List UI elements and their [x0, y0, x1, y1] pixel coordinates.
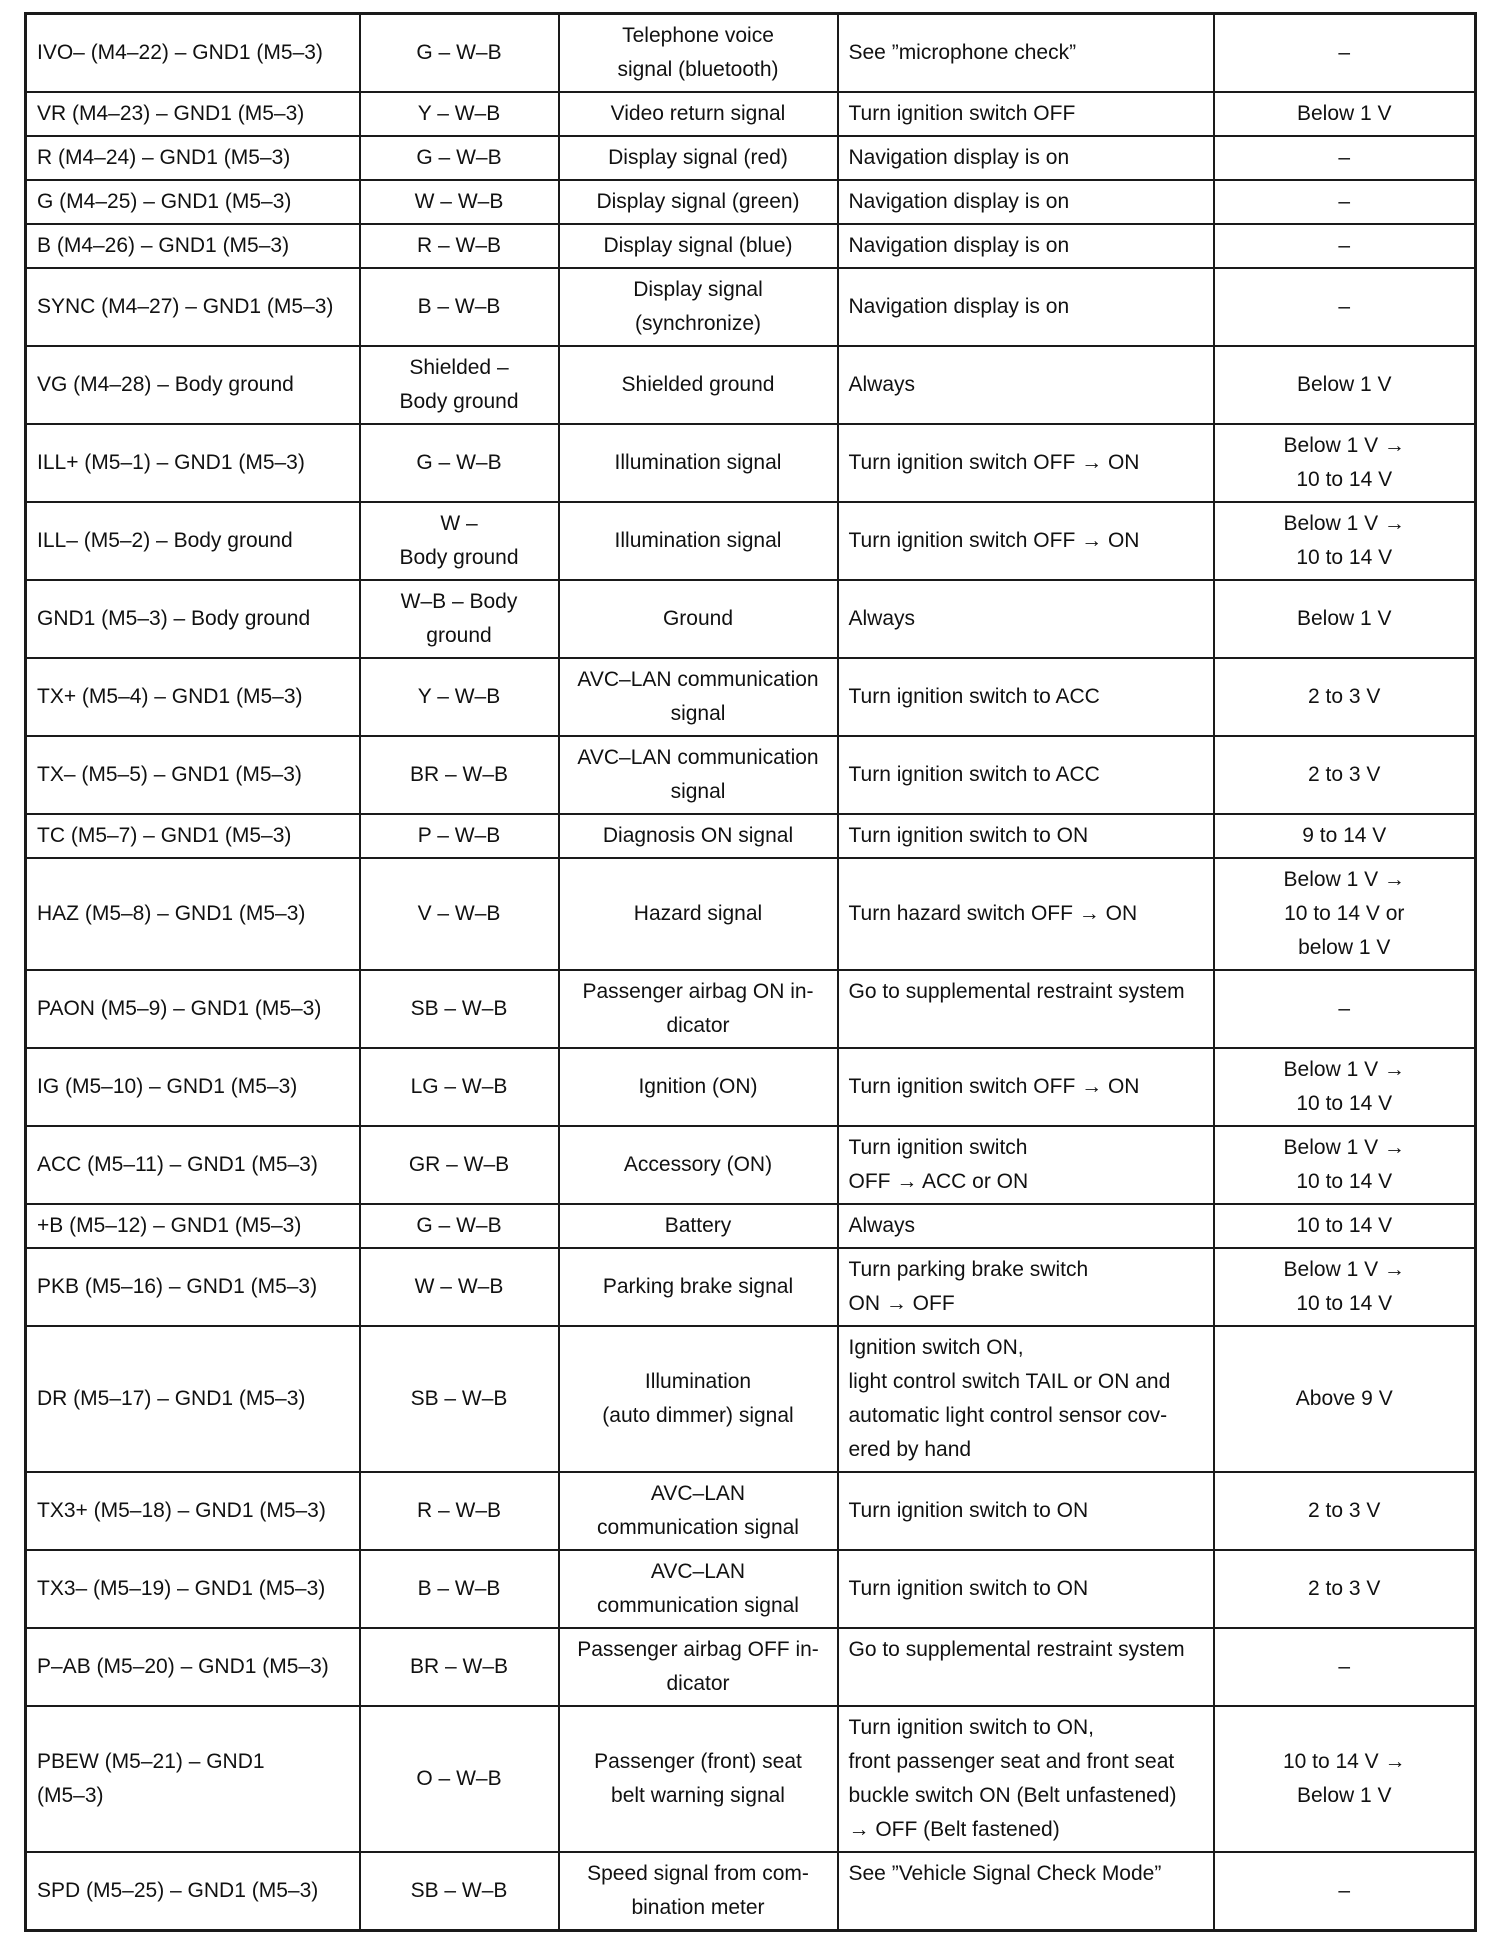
- wiring-color-cell-text: W – W–B: [414, 1275, 504, 1298]
- table-row: [26, 1126, 1476, 1204]
- specified-condition-cell: [1214, 1048, 1476, 1126]
- table-row: [26, 1248, 1476, 1326]
- wiring-color-cell-text: G – W–B: [416, 451, 502, 474]
- description-cell: [559, 1248, 838, 1326]
- terminal-cell-text: PBEW (M5–21) – GND1 (M5–3): [37, 1750, 265, 1807]
- specified-condition-cell: [1214, 180, 1476, 224]
- specified-condition-cell: [1214, 1628, 1476, 1706]
- wiring-color-cell: [360, 736, 559, 814]
- specified-condition-cell: [1214, 1852, 1476, 1931]
- description-cell: [559, 224, 838, 268]
- wiring-color-cell-text: G – W–B: [416, 1214, 502, 1237]
- terminal-cell-text: SPD (M5–25) – GND1 (M5–3): [37, 1879, 319, 1902]
- terminal-cell-text: VR (M4–23) – GND1 (M5–3): [37, 102, 305, 125]
- wiring-color-cell: [360, 268, 559, 346]
- wiring-color-cell: [360, 14, 559, 93]
- wiring-color-cell-text: B – W–B: [417, 1577, 501, 1600]
- terminal-cell-text: B (M4–26) – GND1 (M5–3): [37, 234, 290, 257]
- description-cell-text: Ground: [662, 607, 734, 630]
- terminal-cell-text: R (M4–24) – GND1 (M5–3): [37, 146, 291, 169]
- condition-cell: [838, 136, 1214, 180]
- table-row: [26, 268, 1476, 346]
- condition-cell-text: Turn ignition switch to ON: [848, 824, 1089, 847]
- specified-condition-cell: [1214, 858, 1476, 970]
- wiring-color-cell: [360, 136, 559, 180]
- terminal-cell: [26, 224, 360, 268]
- specified-condition-cell-text: 9 to 14 V: [1302, 824, 1387, 847]
- description-cell-text: Illumination signal: [614, 529, 782, 552]
- wiring-color-cell: [360, 1852, 559, 1931]
- specified-condition-cell: [1214, 970, 1476, 1048]
- condition-cell-text: Turn ignition switch OFF: [848, 102, 1076, 125]
- specified-condition-cell-text: Below 1 V → 10 to 14 V: [1283, 1258, 1405, 1315]
- wiring-color-cell: [360, 1706, 559, 1852]
- wiring-color-cell: [360, 92, 559, 136]
- table-row: [26, 970, 1476, 1048]
- terminal-cell: [26, 136, 360, 180]
- condition-cell: [838, 1326, 1214, 1472]
- wiring-color-cell-text: R – W–B: [416, 1499, 502, 1522]
- description-cell-text: Hazard signal: [633, 902, 763, 925]
- condition-cell-text: Navigation display is on: [848, 146, 1070, 169]
- terminal-cell: [26, 1550, 360, 1628]
- table-row: [26, 180, 1476, 224]
- wiring-color-cell: [360, 1204, 559, 1248]
- terminal-cell: [26, 180, 360, 224]
- specified-condition-cell: [1214, 92, 1476, 136]
- description-cell-text: Display signal (synchronize): [633, 278, 763, 335]
- specified-condition-cell: [1214, 1204, 1476, 1248]
- table-row: [26, 1204, 1476, 1248]
- description-cell-text: Speed signal from com- bination meter: [587, 1862, 809, 1919]
- condition-cell: [838, 814, 1214, 858]
- wiring-color-cell-text: Y – W–B: [417, 102, 501, 125]
- terminal-cell-text: TX+ (M5–4) – GND1 (M5–3): [37, 685, 303, 708]
- table-row: [26, 658, 1476, 736]
- condition-cell-text: Turn parking brake switch ON → OFF: [848, 1258, 1089, 1315]
- description-cell: [559, 1204, 838, 1248]
- wiring-color-cell-text: Shielded – Body ground: [399, 356, 519, 413]
- specified-condition-cell: [1214, 814, 1476, 858]
- description-cell: [559, 1550, 838, 1628]
- description-cell-text: Passenger airbag ON in- dicator: [582, 980, 814, 1037]
- condition-cell-text: Navigation display is on: [848, 190, 1070, 213]
- wiring-color-cell-text: P – W–B: [417, 824, 501, 847]
- wiring-color-cell-text: W – W–B: [414, 190, 504, 213]
- condition-cell-text: Turn ignition switch to ACC: [848, 763, 1100, 786]
- terminal-cell-text: G (M4–25) – GND1 (M5–3): [37, 190, 292, 213]
- description-cell-text: Shielded ground: [621, 373, 775, 396]
- table-row: [26, 814, 1476, 858]
- description-cell: [559, 136, 838, 180]
- wiring-color-cell-text: LG – W–B: [410, 1075, 508, 1098]
- wiring-color-cell-text: O – W–B: [416, 1767, 502, 1790]
- description-cell-text: Accessory (ON): [623, 1153, 773, 1176]
- terminal-cell: [26, 814, 360, 858]
- terminal-cell: [26, 970, 360, 1048]
- description-cell: [559, 502, 838, 580]
- specified-condition-cell: [1214, 658, 1476, 736]
- terminal-cell: [26, 580, 360, 658]
- wiring-color-cell: [360, 224, 559, 268]
- condition-cell-text: Navigation display is on: [848, 234, 1070, 257]
- condition-cell: [838, 180, 1214, 224]
- condition-cell: [838, 1204, 1214, 1248]
- wiring-color-cell: [360, 1472, 559, 1550]
- condition-cell: [838, 658, 1214, 736]
- condition-cell-text: Turn ignition switch to ON: [848, 1499, 1089, 1522]
- condition-cell: [838, 224, 1214, 268]
- wiring-color-cell-text: W–B – Body ground: [400, 590, 518, 647]
- specified-condition-cell-text: 2 to 3 V: [1308, 1577, 1381, 1600]
- description-cell: [559, 1472, 838, 1550]
- condition-cell-text: Turn hazard switch OFF → ON: [848, 902, 1138, 925]
- terminal-cell-text: IG (M5–10) – GND1 (M5–3): [37, 1075, 298, 1098]
- wiring-color-cell-text: Y – W–B: [417, 685, 501, 708]
- table-body: [26, 14, 1476, 1931]
- condition-cell-text: Turn ignition switch to ON: [848, 1577, 1089, 1600]
- condition-cell-text: Navigation display is on: [848, 295, 1070, 318]
- specified-condition-cell: [1214, 14, 1476, 93]
- description-cell: [559, 1852, 838, 1931]
- condition-cell-text: Go to supplemental restraint system: [848, 980, 1185, 1003]
- wiring-color-cell-text: BR – W–B: [409, 1655, 509, 1678]
- description-cell: [559, 424, 838, 502]
- condition-cell-text: Ignition switch ON, light control switch TAIL or ON and automatic light control sensor cov- ered by hand: [848, 1336, 1171, 1461]
- wiring-color-cell: [360, 1248, 559, 1326]
- specified-condition-cell-text: –: [1338, 190, 1351, 213]
- condition-cell-text: See ”Vehicle Signal Check Mode”: [848, 1862, 1162, 1885]
- condition-cell: [838, 1706, 1214, 1852]
- condition-cell: [838, 1550, 1214, 1628]
- wiring-color-cell-text: SB – W–B: [410, 997, 508, 1020]
- wiring-color-cell-text: BR – W–B: [409, 763, 509, 786]
- wiring-color-cell-text: V – W–B: [417, 902, 501, 925]
- terminal-cell: [26, 658, 360, 736]
- description-cell-text: Ignition (ON): [638, 1075, 758, 1098]
- description-cell: [559, 268, 838, 346]
- table-row: [26, 736, 1476, 814]
- description-cell: [559, 92, 838, 136]
- description-cell-text: Illumination signal: [614, 451, 782, 474]
- specified-condition-cell: [1214, 736, 1476, 814]
- description-cell: [559, 1628, 838, 1706]
- specified-condition-cell-text: –: [1338, 1655, 1351, 1678]
- terminal-cell-text: PKB (M5–16) – GND1 (M5–3): [37, 1275, 318, 1298]
- table-row: [26, 92, 1476, 136]
- table-row: [26, 580, 1476, 658]
- description-cell: [559, 858, 838, 970]
- specified-condition-cell-text: Below 1 V: [1296, 102, 1392, 125]
- condition-cell-text: Turn ignition switch OFF → ACC or ON: [848, 1136, 1029, 1193]
- condition-cell: [838, 1248, 1214, 1326]
- table-row: [26, 14, 1476, 93]
- specified-condition-cell: [1214, 1326, 1476, 1472]
- condition-cell-text: Turn ignition switch to ON, front passenger seat and front seat buckle switch ON (Belt unfastened) → OFF (Belt fastened): [848, 1716, 1177, 1841]
- table-row: [26, 858, 1476, 970]
- terminal-cell-text: TC (M5–7) – GND1 (M5–3): [37, 824, 292, 847]
- wiring-color-cell: [360, 858, 559, 970]
- description-cell: [559, 346, 838, 424]
- terminal-cell: [26, 268, 360, 346]
- table-row: [26, 1550, 1476, 1628]
- specified-condition-cell-text: Below 1 V → 10 to 14 V: [1283, 1058, 1405, 1115]
- condition-cell: [838, 346, 1214, 424]
- condition-cell-text: Turn ignition switch OFF → ON: [848, 451, 1140, 474]
- condition-cell-text: Always: [848, 373, 916, 396]
- description-cell: [559, 1048, 838, 1126]
- terminal-cell: [26, 1048, 360, 1126]
- description-cell-text: AVC–LAN communication signal: [597, 1482, 799, 1539]
- wiring-color-cell: [360, 424, 559, 502]
- specified-condition-cell-text: 2 to 3 V: [1308, 685, 1381, 708]
- specified-condition-cell-text: Below 1 V → 10 to 14 V: [1283, 434, 1405, 491]
- terminal-cell-text: ACC (M5–11) – GND1 (M5–3): [37, 1153, 318, 1176]
- wiring-color-cell: [360, 1628, 559, 1706]
- specified-condition-cell-text: –: [1338, 997, 1351, 1020]
- condition-cell: [838, 268, 1214, 346]
- wiring-color-cell-text: GR – W–B: [408, 1153, 510, 1176]
- specified-condition-cell: [1214, 502, 1476, 580]
- description-cell-text: Parking brake signal: [602, 1275, 794, 1298]
- condition-cell: [838, 1126, 1214, 1204]
- wiring-color-cell: [360, 346, 559, 424]
- condition-cell: [838, 92, 1214, 136]
- wiring-color-cell: [360, 1126, 559, 1204]
- description-cell-text: Display signal (blue): [603, 234, 793, 257]
- specified-condition-cell-text: Below 1 V: [1296, 373, 1392, 396]
- terminal-cell: [26, 1706, 360, 1852]
- specified-condition-cell: [1214, 224, 1476, 268]
- specified-condition-cell-text: Below 1 V → 10 to 14 V: [1283, 1136, 1405, 1193]
- terminal-cell: [26, 1126, 360, 1204]
- terminal-cell-text: ILL– (M5–2) – Body ground: [37, 529, 293, 552]
- terminal-cell-text: TX3+ (M5–18) – GND1 (M5–3): [37, 1499, 326, 1522]
- condition-cell-text: Turn ignition switch OFF → ON: [848, 1075, 1140, 1098]
- terminal-cell-text: +B (M5–12) – GND1 (M5–3): [37, 1214, 302, 1237]
- specified-condition-cell-text: Below 1 V → 10 to 14 V or below 1 V: [1283, 868, 1405, 959]
- specified-condition-cell: [1214, 1248, 1476, 1326]
- wiring-color-cell: [360, 814, 559, 858]
- specified-condition-cell-text: Below 1 V → 10 to 14 V: [1283, 512, 1405, 569]
- terminal-cell: [26, 424, 360, 502]
- condition-cell: [838, 1852, 1214, 1931]
- wiring-color-cell-text: G – W–B: [416, 146, 502, 169]
- terminal-cell-text: TX3– (M5–19) – GND1 (M5–3): [37, 1577, 326, 1600]
- terminal-cell: [26, 1852, 360, 1931]
- description-cell: [559, 1126, 838, 1204]
- specified-condition-cell-text: 10 to 14 V → Below 1 V: [1282, 1750, 1406, 1807]
- description-cell-text: Battery: [664, 1214, 732, 1237]
- description-cell: [559, 580, 838, 658]
- condition-cell-text: Turn ignition switch OFF → ON: [848, 529, 1140, 552]
- description-cell-text: Video return signal: [610, 102, 786, 125]
- condition-cell: [838, 502, 1214, 580]
- wiring-color-cell-text: W – Body ground: [399, 512, 519, 569]
- specified-condition-cell-text: 2 to 3 V: [1308, 1499, 1381, 1522]
- wiring-color-cell: [360, 970, 559, 1048]
- wiring-color-cell: [360, 180, 559, 224]
- specified-condition-cell-text: 2 to 3 V: [1308, 763, 1381, 786]
- table-row: [26, 224, 1476, 268]
- wiring-color-cell-text: R – W–B: [416, 234, 502, 257]
- specified-condition-cell: [1214, 136, 1476, 180]
- description-cell: [559, 658, 838, 736]
- description-cell-text: AVC–LAN communication signal: [577, 746, 819, 803]
- table-row: [26, 346, 1476, 424]
- terminal-cell-text: HAZ (M5–8) – GND1 (M5–3): [37, 902, 306, 925]
- table-row: [26, 424, 1476, 502]
- wiring-color-cell: [360, 1326, 559, 1472]
- specified-condition-cell: [1214, 1472, 1476, 1550]
- description-cell: [559, 14, 838, 93]
- description-cell-text: Display signal (red): [608, 146, 788, 169]
- table-row: [26, 136, 1476, 180]
- description-cell: [559, 970, 838, 1048]
- wiring-color-cell-text: SB – W–B: [410, 1879, 508, 1902]
- wiring-color-cell-text: G – W–B: [416, 41, 502, 64]
- condition-cell: [838, 1628, 1214, 1706]
- terminal-voltage-table: [24, 12, 1477, 1932]
- description-cell-text: Display signal (green): [596, 190, 800, 213]
- table-row: [26, 1326, 1476, 1472]
- condition-cell: [838, 424, 1214, 502]
- specified-condition-cell-text: –: [1338, 41, 1351, 64]
- table-row: [26, 1852, 1476, 1931]
- description-cell-text: AVC–LAN communication signal: [577, 668, 819, 725]
- specified-condition-cell-text: –: [1338, 146, 1351, 169]
- condition-cell-text: Always: [848, 607, 916, 630]
- condition-cell-text: Turn ignition switch to ACC: [848, 685, 1100, 708]
- specified-condition-cell: [1214, 268, 1476, 346]
- terminal-cell: [26, 502, 360, 580]
- terminal-cell-text: ILL+ (M5–1) – GND1 (M5–3): [37, 451, 305, 474]
- specified-condition-cell: [1214, 424, 1476, 502]
- terminal-cell: [26, 14, 360, 93]
- condition-cell: [838, 736, 1214, 814]
- specified-condition-cell-text: Above 9 V: [1295, 1387, 1393, 1410]
- terminal-cell-text: PAON (M5–9) – GND1 (M5–3): [37, 997, 322, 1020]
- terminal-cell: [26, 1248, 360, 1326]
- specified-condition-cell: [1214, 1706, 1476, 1852]
- terminal-cell-text: TX– (M5–5) – GND1 (M5–3): [37, 763, 302, 786]
- condition-cell-text: Go to supplemental restraint system: [848, 1638, 1185, 1661]
- condition-cell: [838, 14, 1214, 93]
- terminal-cell: [26, 736, 360, 814]
- condition-cell: [838, 970, 1214, 1048]
- terminal-cell: [26, 1204, 360, 1248]
- description-cell: [559, 736, 838, 814]
- wiring-color-cell: [360, 502, 559, 580]
- wiring-color-cell-text: SB – W–B: [410, 1387, 508, 1410]
- wiring-color-cell-text: B – W–B: [417, 295, 501, 318]
- wiring-color-cell: [360, 1550, 559, 1628]
- table-row: [26, 502, 1476, 580]
- description-cell-text: Telephone voice signal (bluetooth): [617, 24, 779, 81]
- table-row: [26, 1048, 1476, 1126]
- description-cell-text: AVC–LAN communication signal: [597, 1560, 799, 1617]
- terminal-cell-text: P–AB (M5–20) – GND1 (M5–3): [37, 1655, 329, 1678]
- terminal-cell-text: SYNC (M4–27) – GND1 (M5–3): [37, 295, 334, 318]
- terminal-cell: [26, 346, 360, 424]
- terminal-cell-text: GND1 (M5–3) – Body ground: [37, 607, 311, 630]
- condition-cell: [838, 580, 1214, 658]
- specified-condition-cell-text: –: [1338, 234, 1351, 257]
- condition-cell: [838, 858, 1214, 970]
- wiring-color-cell: [360, 1048, 559, 1126]
- description-cell: [559, 1326, 838, 1472]
- specified-condition-cell-text: –: [1338, 1879, 1351, 1902]
- description-cell-text: Diagnosis ON signal: [602, 824, 794, 847]
- specified-condition-cell-text: Below 1 V: [1296, 607, 1392, 630]
- condition-cell-text: See ”microphone check”: [848, 41, 1077, 64]
- terminal-cell: [26, 1326, 360, 1472]
- condition-cell: [838, 1048, 1214, 1126]
- specified-condition-cell-text: 10 to 14 V: [1296, 1214, 1393, 1237]
- specified-condition-cell: [1214, 346, 1476, 424]
- description-cell: [559, 180, 838, 224]
- description-cell-text: Illumination (auto dimmer) signal: [602, 1370, 794, 1427]
- specified-condition-cell: [1214, 580, 1476, 658]
- description-cell: [559, 814, 838, 858]
- table-row: [26, 1628, 1476, 1706]
- wiring-color-cell: [360, 580, 559, 658]
- terminal-cell-text: IVO– (M4–22) – GND1 (M5–3): [37, 41, 323, 64]
- specified-condition-cell: [1214, 1126, 1476, 1204]
- terminal-cell-text: DR (M5–17) – GND1 (M5–3): [37, 1387, 306, 1410]
- terminal-cell: [26, 858, 360, 970]
- terminal-cell: [26, 92, 360, 136]
- table-row: [26, 1706, 1476, 1852]
- specified-condition-cell-text: –: [1338, 295, 1351, 318]
- table-row: [26, 1472, 1476, 1550]
- terminal-cell: [26, 1628, 360, 1706]
- terminal-cell-text: VG (M4–28) – Body ground: [37, 373, 294, 396]
- terminal-cell: [26, 1472, 360, 1550]
- description-cell: [559, 1706, 838, 1852]
- wiring-color-cell: [360, 658, 559, 736]
- condition-cell-text: Always: [848, 1214, 916, 1237]
- description-cell-text: Passenger airbag OFF in- dicator: [577, 1638, 819, 1695]
- condition-cell: [838, 1472, 1214, 1550]
- description-cell-text: Passenger (front) seat belt warning signal: [594, 1750, 802, 1807]
- specified-condition-cell: [1214, 1550, 1476, 1628]
